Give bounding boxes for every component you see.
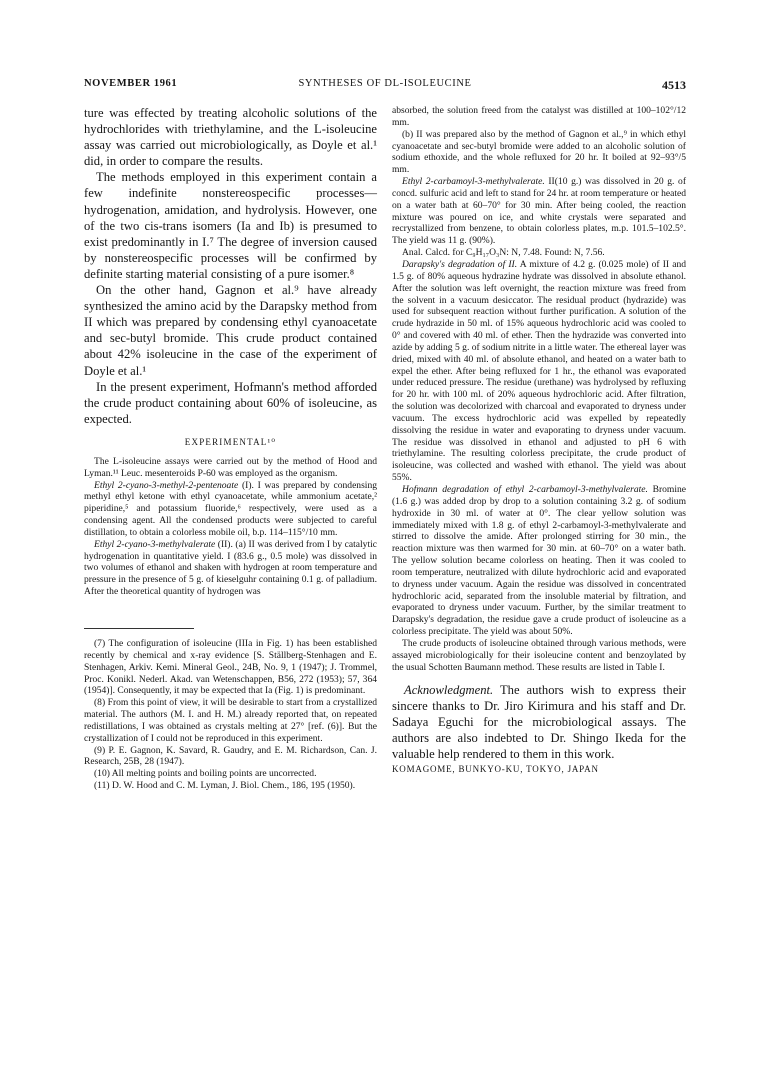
darapsky-text: A mixture of 4.2 g. (0.025 mole) of II and 1.5 g. of 80% aqueous hydrazine hydrate was dissolved in absolute ethanol. After the solution was left overnight, the reaction mixture was freed from the solvent in a vacuum desiccator. The residual product (hydrazide) was used for subsequent reaction without further purification. A solution of the crude hydrazide in 50 ml. of 15% aqueous hydrochloric acid was cooled to 0° and covered with 40 ml. of ether. Then the hydrazide was converted into azide by adding 5 g. of sodium nitrite in a little water. The ethereal layer was dried, mixed with 40 ml. of absolute ethanol, and heated on a water bath to expel the ether. After being refluxed for 1 hr., the ethanol was evaporated under reduced pressure. The residue (urethane) was hydrolysed by refluxing for 20 hr. with 100 ml. of 20% aqueous hydrochloric acid. After filtration, the solution was decolorized with charcoal and evaporated to dryness under vacuum. The excess hydrochloric acid was expelled by repeatedly dissolving the residue in water and evaporating to dryness under vacuum. The residue was dissolved in ethanol and adjusted to pH 6 with triethylamine. The resulting colorless precipitate, the crude product of isoleucine, was collected and washed with ethanol. The yield was about 55%. — [392, 258, 686, 484]
footnote-10: (10) All melting points and boiling points are uncorrected. — [94, 768, 317, 780]
intro-paragraph-2: The methods employed in this experiment contain a few indefinite nonstereospecific processes—hydrogenation, amidation, and hydrolysis. However, one of the two cis-trans isomers (Ia and Ib) is presumed to exist predominantly in I.⁷ The degree of inversion caused by nonstereospecific processes will be confirmed by definite starting material consisting of a pure isomer.⁸ — [84, 170, 377, 281]
hofmann-title: Hofmann degradation of ethyl 2-carbamoyl-3-methylvalerate. — [402, 484, 648, 495]
paragraph-carbamoyl — [392, 176, 686, 247]
footnote-9: (9) P. E. Gagnon, K. Savard, R. Gaudry, and E. M. Richardson, Can. J. Research, 25B, 28 (1947). — [84, 744, 377, 768]
right-column — [392, 105, 686, 774]
footnotes — [84, 638, 377, 792]
paragraph-darapsky — [392, 259, 686, 484]
header-title: SYNTHESES OF DL-ISOLEUCINE — [298, 78, 472, 89]
experimental-heading: EXPERIMENTAL¹⁰ — [184, 436, 277, 447]
compound-ii-name: Ethyl 2-cyano-3-methylvalerate — [94, 538, 216, 550]
compound-i-name: Ethyl 2-cyano-3-methyl-2-pentenoate — [94, 479, 239, 491]
compound-i-text: (I). I was prepared by condensing methyl ethyl ketone with ethyl cyanoacetate, while ammonium acetate,² piperidine,⁵ and potassium fluoride,⁶ respectively, were used as a condensing agent. All the condensed products were subjected to careful distillation, to obtain a colorless mobile oil, b.p. 114–115°/10 mm. — [84, 479, 377, 538]
paragraph-results: The crude products of isoleucine obtained through various methods, were assayed microbiologically for their isoleucine content and benzoylated by the usual Schotten Baumann method. These results are listed in Table I. — [392, 637, 686, 673]
header-date: NOVEMBER 1961 — [84, 78, 178, 89]
acknowledgment-title: Acknowledgment. — [404, 682, 494, 697]
darapsky-title: Darapsky's degradation of II. — [402, 258, 518, 270]
intro-paragraph-4: In the present experiment, Hofmann's method afforded the crude product containing about 60% of isoleucine, as expected. — [84, 379, 377, 426]
acknowledgment — [392, 682, 686, 762]
page-number: 4513 — [662, 78, 686, 92]
author-address: KOMAGOME, BUNKYO-KU, TOKYO, JAPAN — [392, 763, 599, 774]
footnote-11: (11) D. W. Hood and C. M. Lyman, J. Biol. Chem., 186, 195 (1950). — [94, 780, 356, 792]
experimental-paragraph-assay: The L-isoleucine assays were carried out by the method of Hood and Lyman.¹¹ Leuc. mesenteroids P-60 was employed as the organism. — [84, 455, 377, 479]
paragraph-hofmann — [392, 484, 686, 638]
intro-paragraph-3: On the other hand, Gagnon et al.⁹ have already synthesized the amino acid by the Darapsky method from II which was prepared by condensing ethyl cyanoacetate and sec-butyl bromide. This crude product contained about 42% isoleucine in the case of the experiment of Doyle et al.¹ — [84, 283, 377, 378]
footnote-8: (8) From this point of view, it will be desirable to start from a crystallized material. The authors (M. I. and H. M.) already reported that, on repeated redistillations, I was obtained as crystals melting at 27° [ref. (6)]. But the crystallization of I could not be reproduced in this experiment. — [84, 697, 377, 744]
experimental-paragraph-compound-i — [84, 480, 377, 539]
left-column — [84, 105, 377, 792]
compound-ii-text: (II). (a) II was derived from I by catalytic hydrogenation in quantitative yield. I (83.6 g., 0.5 mole) was dissolved in two volumes of ethanol and shaken with hydrogen at room temperature and pressure in the presence of 5 g. of kieselguhr containing 0.1 g. of palladium. After the theoretical quantity of hydrogen was — [84, 538, 377, 598]
experimental-paragraph-compound-ii — [84, 539, 377, 598]
intro-paragraph-1: ture was effected by treating alcoholic solutions of the hydrochlorides with triethylamine, and the L-isoleucine assay was carried out microbiologically, as Doyle et al.¹ did, in order to compare the results. — [84, 106, 377, 169]
hofmann-text: Bromine (1.6 g.) was added drop by drop to a solution containing 3.2 g. of sodium hydroxide in 30 ml. of water at 0°. The clear yellow solution was immediately mixed with 1.8 g. of ethyl 2-carbamoyl-3-methylvalerate and stirred to dissolve the amide. After prolonged stirring for 30 min., the reaction mixture was then warmed for 30 min. at 60–70° on a water bath. The yellow solution became colorless on heating. Then it was cooled to room temperature, neutralized with dilute hydrochloric acid and evaporated to dryness under vacuum. Again the residue was dissolved in concentrated hydrochloric acid, separated from the insoluble material by filtration, and evaporated to dryness under vacuum. Further, by the similar treatment to Darapsky's degradation, the residue gave a crude product of isoleucine as a colorless precipitate. The yield was about 50%. — [392, 484, 687, 638]
carbamoyl-title: Ethyl 2-carbamoyl-3-methylvalerate. — [402, 176, 545, 188]
paragraph-distillation: absorbed, the solution freed from the catalyst was distilled at 100–102°/12 mm. — [392, 105, 686, 128]
paragraph-analysis: Anal. Calcd. for C₉H₁₇O₃N: N, 7.48. Found: N, 7.56. — [402, 247, 605, 259]
running-header — [84, 78, 686, 94]
paragraph-gagnon-method: (b) II was prepared also by the method of Gagnon et al.,⁹ in which ethyl cyanoacetate and sec-butyl bromide were added to an alcoholic solution of sodium ethoxide, and the whole refluxed for 20 hr. It boiled at 92–93°/5 mm. — [392, 128, 686, 176]
carbamoyl-text: II(10 g.) was dissolved in 20 g. of concd. sulfuric acid and left to stand for 24 hr. at room temperature or heated on a water bath at 60–70° for 30 min. After being cooled, the reaction mixture was poured on ice, and white crystals were separated and recrystallized from benzene, to obtain colorless plates, m.p. 101.5–102.5°. The yield was 11 g. (90%). — [392, 176, 686, 247]
footnote-7: (7) The configuration of isoleucine (IIIa in Fig. 1) has been established recently by chemical and x-ray evidence [S. Ställberg-Stenhagen and E. Stenhagen, Arkiv. Kemi. Mineral Geol., 24B, No. 9, 1 (1947); J. Trommel, Proc. Konikl. Nederl. Akad. van Wetenschappen, B56, 272 (1953); 57, 364 (1954)]. Consequently, it may be expected that Ia (Fig. 1) is predominant. — [84, 638, 377, 697]
acknowledgment-text: The authors wish to express their sincere thanks to Dr. Jiro Kirimura and his staff and Dr. Sadaya Eguchi for the microbiological assays. The authors are also indebted to Dr. Shingo Ikeda for the valuable help rendered to them in this work. — [392, 682, 686, 761]
